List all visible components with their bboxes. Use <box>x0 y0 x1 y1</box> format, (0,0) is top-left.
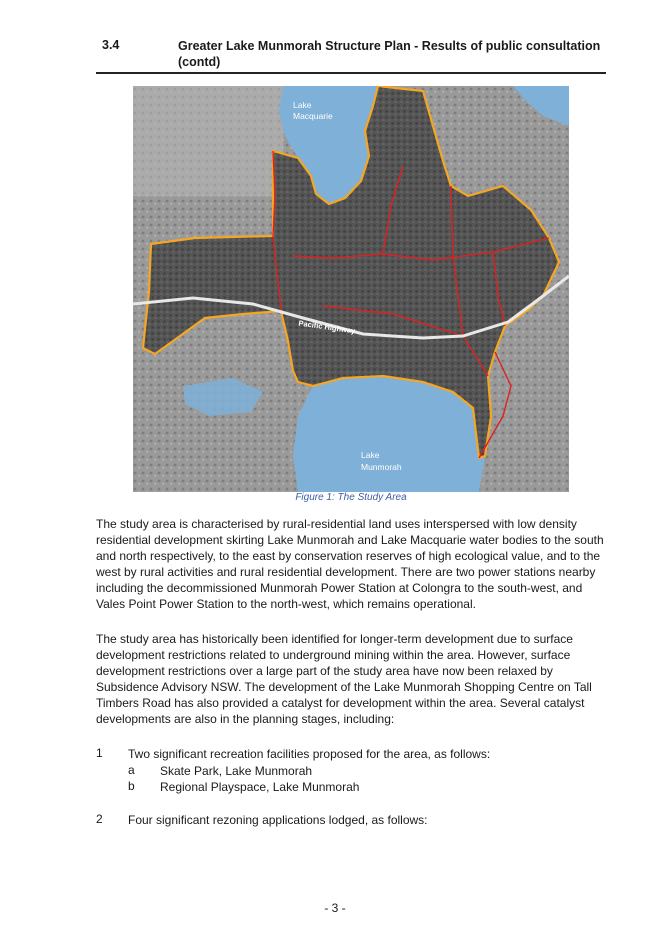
highway-label: Pacific Highway <box>297 318 356 336</box>
list-subitem-a-letter: a <box>128 763 135 777</box>
study-area-map <box>133 86 569 492</box>
lake-macquarie-label-line1: Lake <box>293 100 312 110</box>
section-header <box>96 36 606 74</box>
list-item-2-number: 2 <box>96 812 103 826</box>
figure-caption: Figure 1: The Study Area <box>295 492 407 503</box>
lake-macquarie-label-line2: Macquarie <box>293 111 333 121</box>
list-item-1-number: 1 <box>96 746 103 760</box>
lake-munmorah-label-line2: Munmorah <box>361 462 402 472</box>
list-subitem-b-letter: b <box>128 779 135 793</box>
list-subitem-b-text: Regional Playspace, Lake Munmorah <box>160 780 360 794</box>
section-title: Greater Lake Munmorah Structure Plan - Results of public consultation (contd) <box>178 39 601 69</box>
section-number: 3.4 <box>102 38 120 52</box>
lake-munmorah-label-line1: Lake <box>361 450 380 460</box>
paragraph-1: The study area is characterised by rural-residential land uses interspersed with low density residential development skirting Lake Munmorah and Lake Macquarie water bodies to the south and north respectively, to the east by conservation reserves of high ecological value, and to the west by rural activities and rural residential development. There are two power stations nearby including the decommissioned Munmorah Power Station at Colongra to the south-west, and Vales Point Power Station to the north-west, which remains operational. <box>96 517 604 612</box>
paragraph-2: The study area has historically been identified for longer-term development due to surface development restrictions related to underground mining within the area. However, surface development restrictions over a large part of the study area have now been relaxed by Subsidence Advisory NSW. The development of the Lake Munmorah Shopping Centre on Tall Timbers Road has also provided a catalyst for development within the area. Several catalyst developments are also in the planning stages, including: <box>96 632 592 727</box>
list-item-1-text: Two significant recreation facilities proposed for the area, as follows: <box>128 747 491 761</box>
list-subitem-a-text: Skate Park, Lake Munmorah <box>160 764 313 778</box>
list-item-2-text: Four significant rezoning applications lodged, as follows: <box>128 813 428 827</box>
page-number: - 3 - <box>324 901 346 915</box>
